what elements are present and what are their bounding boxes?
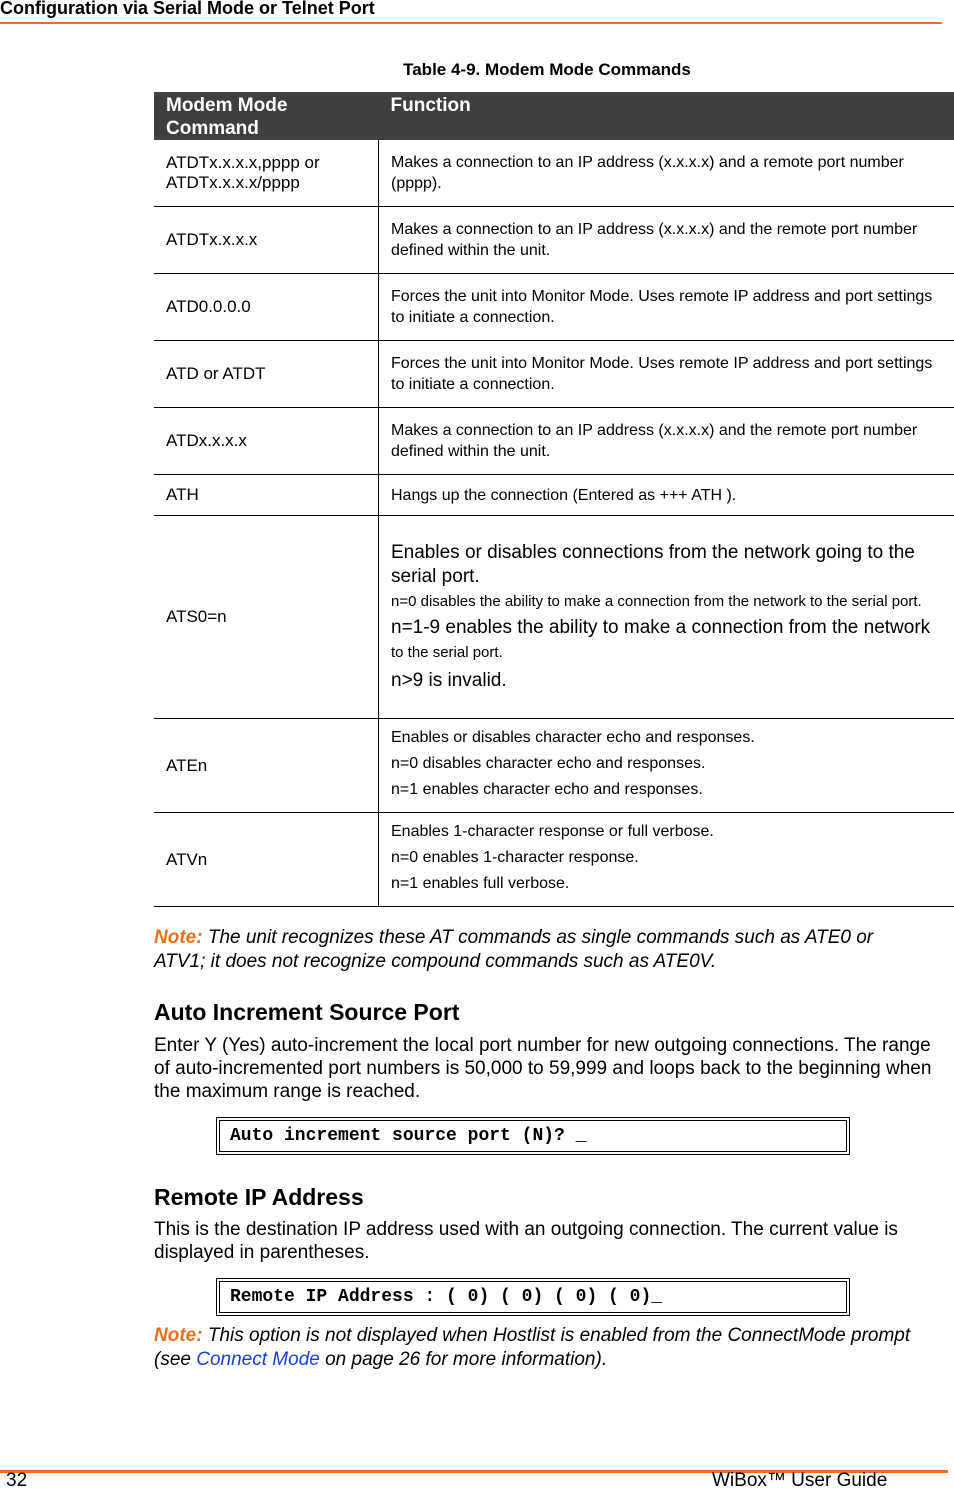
column-header-function: Function [379,92,954,140]
function-text: Makes a connection to an IP address (x.x.x.x) and a remote port number (pppp). [391,152,942,194]
function-text: Forces the unit into Monitor Mode. Uses remote IP address and port settings to initiate a connection. [391,286,942,328]
function-text: Enables or disables character echo and responses. [391,727,942,749]
function-text: Enables 1-character response or full verbose. [391,821,942,843]
auto-increment-code-box [216,1117,850,1155]
function-cell [379,274,954,341]
note-label: Note: [154,1325,203,1346]
remote-ip-description: This is the destination IP address used with an outgoing connection. The current value is displayed in parentheses. [154,1218,934,1264]
function-cell [379,813,954,907]
table-row [154,274,954,341]
note-text: The unit recognizes these AT commands as single commands such as ATE0 or ATV1; it does not recognize compound commands such as ATE0V. [154,927,873,972]
note-text: This option is not displayed when Hostlist is enabled from the ConnectMode prompt (see [154,1325,910,1370]
command-line: ATDTx.x.x.x,pppp or [166,153,366,173]
guide-title: WiBox™ User Guide [712,1470,887,1492]
table-header-row [154,92,954,140]
function-text: n=0 enables 1-character response. [391,847,942,869]
command-cell: ATH [154,475,379,516]
function-text: Makes a connection to an IP address (x.x.x.x) and the remote port number defined within the unit. [391,219,942,261]
table-row [154,140,954,207]
function-text-part: n=1-9 enables the ability to make a connection from the network [391,617,930,638]
function-text: n=0 disables the ability to make a connection from the network to the serial port. [391,592,942,612]
table-row [154,719,954,813]
function-cell [379,341,954,408]
function-text: Forces the unit into Monitor Mode. Uses remote IP address and port settings to initiate a connection. [391,353,942,395]
note-label: Note: [154,927,203,948]
note-text: on page 26 for more information). [320,1349,607,1370]
table-row [154,207,954,274]
header-rule [0,22,942,24]
command-cell: ATEn [154,719,379,813]
function-text: Hangs up the connection (Entered as +++ ATH ). [391,485,942,506]
command-cell [154,140,379,207]
command-cell: ATDx.x.x.x [154,408,379,475]
function-cell [379,516,954,719]
command-cell: ATD or ATDT [154,341,379,408]
modem-commands-table [154,92,954,907]
function-text: n=1 enables character echo and responses. [391,779,942,801]
note-at-commands [154,926,914,974]
table-caption: Table 4-9. Modem Mode Commands [0,60,954,80]
auto-increment-description: Enter Y (Yes) auto-increment the local port number for new outgoing connections. The range of auto-incremented port numbers is 50,000 to 59,999 and loops back to the beginning when the maximum range is reached. [154,1034,934,1103]
function-text: n=1 enables full verbose. [391,873,942,895]
table-row [154,516,954,719]
function-cell [379,719,954,813]
function-text: n=0 disables character echo and responses. [391,753,942,775]
function-text [391,616,942,665]
note-hostlist [154,1324,914,1372]
running-header-title: Configuration via Serial Mode or Telnet Port [0,0,375,19]
table-row [154,408,954,475]
table-row [154,475,954,516]
function-cell [379,475,954,516]
function-text: n>9 is invalid. [391,669,942,693]
function-text: Makes a connection to an IP address (x.x.x.x) and the remote port number defined within the unit. [391,420,942,462]
connect-mode-link[interactable]: Connect Mode [196,1349,320,1370]
command-line: ATDTx.x.x.x/pppp [166,173,366,193]
table-row [154,813,954,907]
page-number: 32 [6,1470,27,1492]
heading-remote-ip: Remote IP Address [154,1184,364,1211]
command-cell: ATD0.0.0.0 [154,274,379,341]
column-header-command: Modem Mode Command [154,92,379,140]
function-cell [379,140,954,207]
heading-auto-increment: Auto Increment Source Port [154,999,459,1026]
function-cell [379,408,954,475]
remote-ip-prompt: Remote IP Address : ( 0) ( 0) ( 0) ( 0)_ [230,1287,662,1307]
function-text-part: to the serial port. [391,644,503,661]
function-text: Enables or disables connections from the network going to the serial port. [391,541,942,589]
table-row [154,341,954,408]
remote-ip-code-box [216,1278,850,1316]
command-cell: ATVn [154,813,379,907]
function-cell [379,207,954,274]
auto-increment-prompt: Auto increment source port (N)? _ [230,1126,586,1146]
command-cell: ATS0=n [154,516,379,719]
command-cell: ATDTx.x.x.x [154,207,379,274]
